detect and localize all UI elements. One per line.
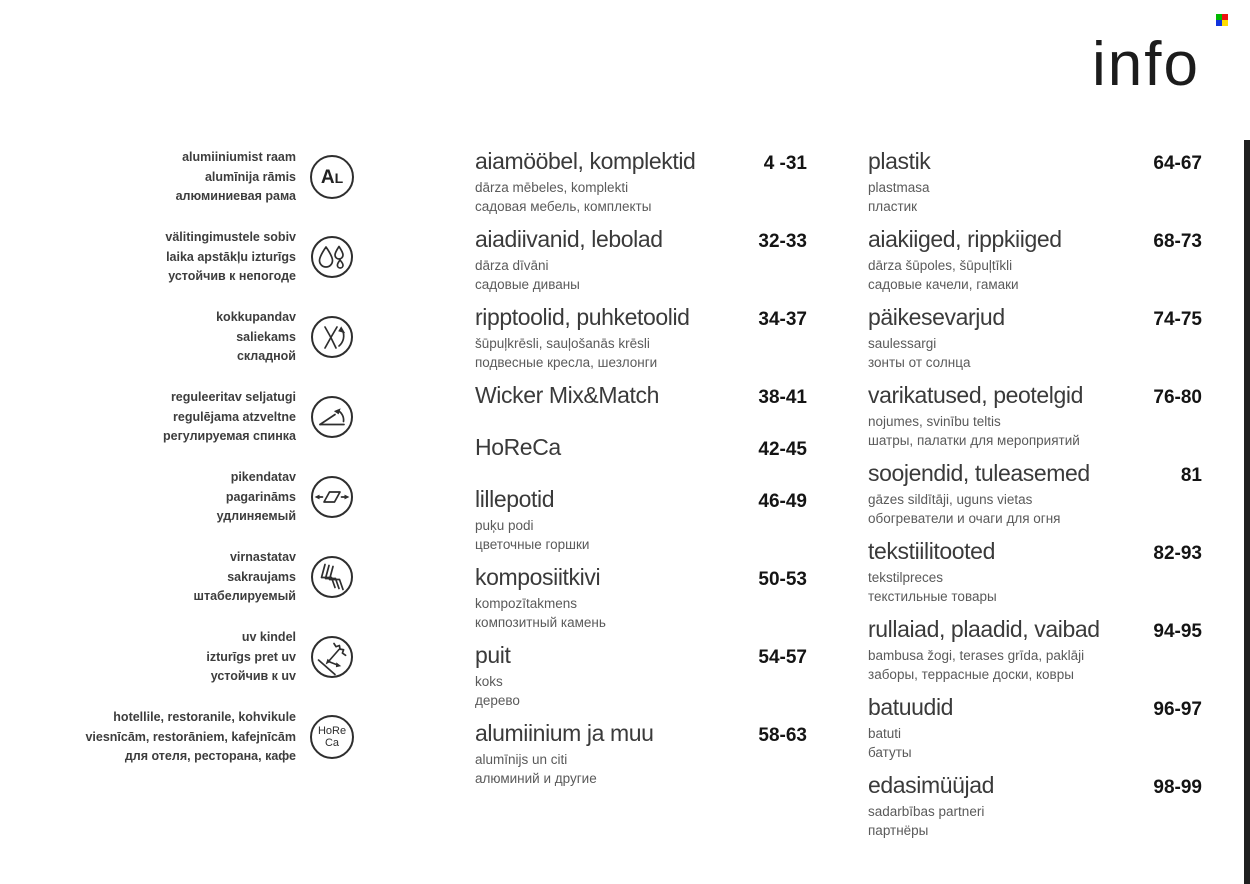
toc-entry-sub-lv: sadarbības partneri xyxy=(868,804,985,819)
toc-entry-sub-lv: dārza mēbeles, komplekti xyxy=(475,180,629,195)
feature-label-et: pikendatav xyxy=(230,470,296,484)
feature-label-lv: alumīnija rāmis xyxy=(204,169,296,184)
feature-label-et: reguleeritav seljatugi xyxy=(170,390,296,404)
feature-row-aluminium-frame xyxy=(176,148,354,207)
toc-entry[interactable] xyxy=(868,772,1202,850)
feature-row-uv-resistant xyxy=(206,628,354,687)
toc-entry[interactable] xyxy=(475,486,807,564)
feature-label-lv: laika apstākļu izturīgs xyxy=(166,249,296,264)
toc-entry-sub-ru: батуты xyxy=(868,745,912,760)
toc-entry-pages: 76-80 xyxy=(1153,387,1202,408)
feature-label-et: välitingimustele sobiv xyxy=(165,230,296,244)
toc-entry-title: rullaiad, plaadid, vaibad xyxy=(868,616,1100,642)
feature-label-et: uv kindel xyxy=(241,630,296,644)
toc-entry[interactable] xyxy=(868,538,1202,616)
toc-entry-title: HoReCa xyxy=(475,434,561,460)
toc-entry-title: aiamööbel, komplektid xyxy=(475,148,696,174)
toc-entry-pages: 64-67 xyxy=(1153,153,1202,174)
feature-label-lv: pagarināms xyxy=(225,489,296,504)
toc-entry[interactable] xyxy=(475,720,807,798)
toc-entry-pages: 74-75 xyxy=(1153,309,1202,330)
toc-entry-sub-lv: nojumes, svinību teltis xyxy=(868,414,1001,429)
toc-entry-sub-lv: šūpuļkrēsli, sauļošanās krēsli xyxy=(475,336,650,351)
toc-entry-sub-ru: садовая мебель, комплекты xyxy=(475,199,652,214)
toc-entry-pages: 32-33 xyxy=(758,231,807,252)
toc-entry-sub-ru: цветочные горшки xyxy=(475,537,590,552)
toc-entry-sub-ru: садовые качели, гамаки xyxy=(868,277,1019,292)
toc-entry-pages: 94-95 xyxy=(1153,621,1202,642)
feature-label-et: hotellile, restoranile, kohvikule xyxy=(113,710,296,724)
toc-entry-sub-lv: gāzes sildītāji, uguns vietas xyxy=(868,492,1033,507)
toc-entry[interactable] xyxy=(868,460,1202,538)
weatherproof-icon xyxy=(310,235,354,279)
feature-label-ru: алюминиевая рама xyxy=(175,189,296,203)
feature-label-lv: regulējama atzveltne xyxy=(173,409,296,424)
toc-entry-sub-lv: dārza dīvāni xyxy=(475,258,549,273)
toc-entry-pages: 42-45 xyxy=(758,439,807,460)
toc-column-right xyxy=(868,148,1202,850)
toc-entry-pages: 46-49 xyxy=(758,491,807,512)
toc-entry-title: plastik xyxy=(868,148,931,174)
horeca-icon: HoRe Ca xyxy=(310,715,354,759)
logo-quadrant-yellow xyxy=(1222,20,1228,26)
toc-entry-sub-ru: пластик xyxy=(868,199,918,214)
toc-entry-sub-lv: tekstilpreces xyxy=(868,570,944,585)
feature-label-ru: для отеля, ресторана, кафе xyxy=(124,749,296,763)
toc-entry-title: puit xyxy=(475,642,511,668)
toc-entry-title: aiakiiged, rippkiiged xyxy=(868,226,1062,252)
toc-entry-title: aiadiivanid, lebolad xyxy=(475,226,663,252)
uv-resistant-icon xyxy=(310,635,354,679)
feature-row-adjustable-backrest xyxy=(163,388,354,447)
toc-entry[interactable] xyxy=(475,564,807,642)
feature-label-lv: izturīgs pret uv xyxy=(206,649,296,664)
toc-entry-sub-ru: шатры, палатки для мероприятий xyxy=(868,433,1080,448)
toc-entry[interactable] xyxy=(868,148,1202,226)
feature-label-ru: регулируемая спинка xyxy=(163,429,296,443)
toc-entry-pages: 82-93 xyxy=(1153,543,1202,564)
toc-entry-sub-ru: алюминий и другие xyxy=(475,771,597,786)
toc-entry-pages: 96-97 xyxy=(1153,699,1202,720)
toc-entry-title: Wicker Mix&Match xyxy=(475,382,660,408)
toc-entry[interactable] xyxy=(475,226,807,304)
toc-entry-title: komposiitkivi xyxy=(475,564,601,590)
toc-entry-title: batuudid xyxy=(868,694,954,720)
toc-entry-title: varikatused, peotelgid xyxy=(868,382,1083,408)
toc-entry-pages: 54-57 xyxy=(758,647,807,668)
toc-entry-sub-lv: koks xyxy=(475,674,503,689)
toc-entry-sub-ru: дерево xyxy=(475,693,520,708)
feature-label-lv: viesnīcām, restorāniem, kafejnīcām xyxy=(85,729,296,744)
toc-entry-sub-ru: текстильные товары xyxy=(868,589,997,604)
toc-entry-sub-lv: bambusa žogi, terases grīda, paklāji xyxy=(868,648,1085,663)
extendable-icon xyxy=(310,475,354,519)
toc-entry[interactable] xyxy=(868,616,1202,694)
toc-entry-title: ripptoolid, puhketoolid xyxy=(475,304,690,330)
feature-label-ru: складной xyxy=(236,349,296,363)
feature-label-ru: удлиняемый xyxy=(216,509,296,523)
toc-entry-sub-lv: alumīnijs un citi xyxy=(475,752,568,767)
toc-entry-title: tekstiilitooted xyxy=(868,538,995,564)
toc-entry[interactable] xyxy=(868,382,1202,460)
feature-label-ru: устойчив к uv xyxy=(210,669,296,683)
foldable-icon xyxy=(310,315,354,359)
adjustable-backrest-icon xyxy=(310,395,354,439)
toc-entry[interactable] xyxy=(475,148,807,226)
toc-entry-sub-ru: обогреватели и очаги для огня xyxy=(868,511,1061,526)
toc-entry-pages: 81 xyxy=(1180,465,1202,486)
toc-entry-title: lillepotid xyxy=(475,486,555,512)
toc-entry-sub-lv: dārza šūpoles, šūpuļtīkli xyxy=(868,258,1013,273)
feature-row-extendable xyxy=(217,468,354,527)
brand-logo xyxy=(1216,14,1228,26)
toc-entry-title: alumiinium ja muu xyxy=(475,720,654,746)
feature-label-et: alumiiniumist raam xyxy=(182,150,296,164)
feature-label-lv: saliekams xyxy=(236,329,296,344)
right-edge-bar xyxy=(1244,140,1250,884)
feature-row-weatherproof xyxy=(165,228,354,287)
toc-entry-pages: 68-73 xyxy=(1153,231,1202,252)
feature-label-lv: sakraujams xyxy=(227,569,296,584)
aluminium-frame-icon: A L xyxy=(310,155,354,199)
toc-entry-pages: 50-53 xyxy=(758,569,807,590)
page-title: info xyxy=(1092,30,1200,99)
toc-entry[interactable] xyxy=(868,226,1202,304)
stackable-icon xyxy=(310,555,354,599)
toc-entry[interactable] xyxy=(868,304,1202,382)
toc-entry-sub-ru: партнёры xyxy=(868,823,929,838)
toc-entry-title: soojendid, tuleasemed xyxy=(868,460,1090,486)
feature-label-et: kokkupandav xyxy=(216,310,296,324)
toc-entry-sub-ru: зонты от солнца xyxy=(868,355,971,370)
toc-entry[interactable] xyxy=(475,382,807,434)
toc-entry[interactable] xyxy=(475,642,807,720)
toc-entry[interactable] xyxy=(475,304,807,382)
feature-row-foldable xyxy=(216,308,354,367)
toc-entry[interactable] xyxy=(475,434,807,486)
toc-column-left xyxy=(475,148,807,798)
feature-label-ru: штабелируемый xyxy=(193,589,296,603)
feature-label-et: virnastatav xyxy=(229,550,296,564)
toc-entry-sub-ru: композитный камень xyxy=(475,615,606,630)
toc-entry-pages: 38-41 xyxy=(758,387,807,408)
feature-label-ru: устойчив к непогоде xyxy=(168,269,296,283)
feature-row-horeca xyxy=(85,708,354,767)
toc-entry-sub-lv: batuti xyxy=(868,726,902,741)
toc-entry-title: edasimüüjad xyxy=(868,772,995,798)
toc-entry-sub-lv: saulessargi xyxy=(868,336,937,351)
toc-entry-sub-ru: садовые диваны xyxy=(475,277,580,292)
toc-entry-sub-lv: kompozītakmens xyxy=(475,596,578,611)
toc-entry-pages: 58-63 xyxy=(758,725,807,746)
toc-entry-pages: 34-37 xyxy=(758,309,807,330)
toc-entry-sub-lv: puķu podi xyxy=(475,518,534,533)
toc-entry-pages: 98-99 xyxy=(1153,777,1202,798)
toc-entry-sub-ru: подвесные кресла, шезлонги xyxy=(475,355,658,370)
toc-entry-title: päikesevarjud xyxy=(868,304,1005,330)
toc-entry-sub-lv: plastmasa xyxy=(868,180,930,195)
toc-entry[interactable] xyxy=(868,694,1202,772)
toc-entry-pages: 4 -31 xyxy=(763,153,807,174)
feature-row-stackable xyxy=(194,548,354,607)
toc-entry-sub-ru: заборы, террасные доски, ковры xyxy=(868,667,1074,682)
